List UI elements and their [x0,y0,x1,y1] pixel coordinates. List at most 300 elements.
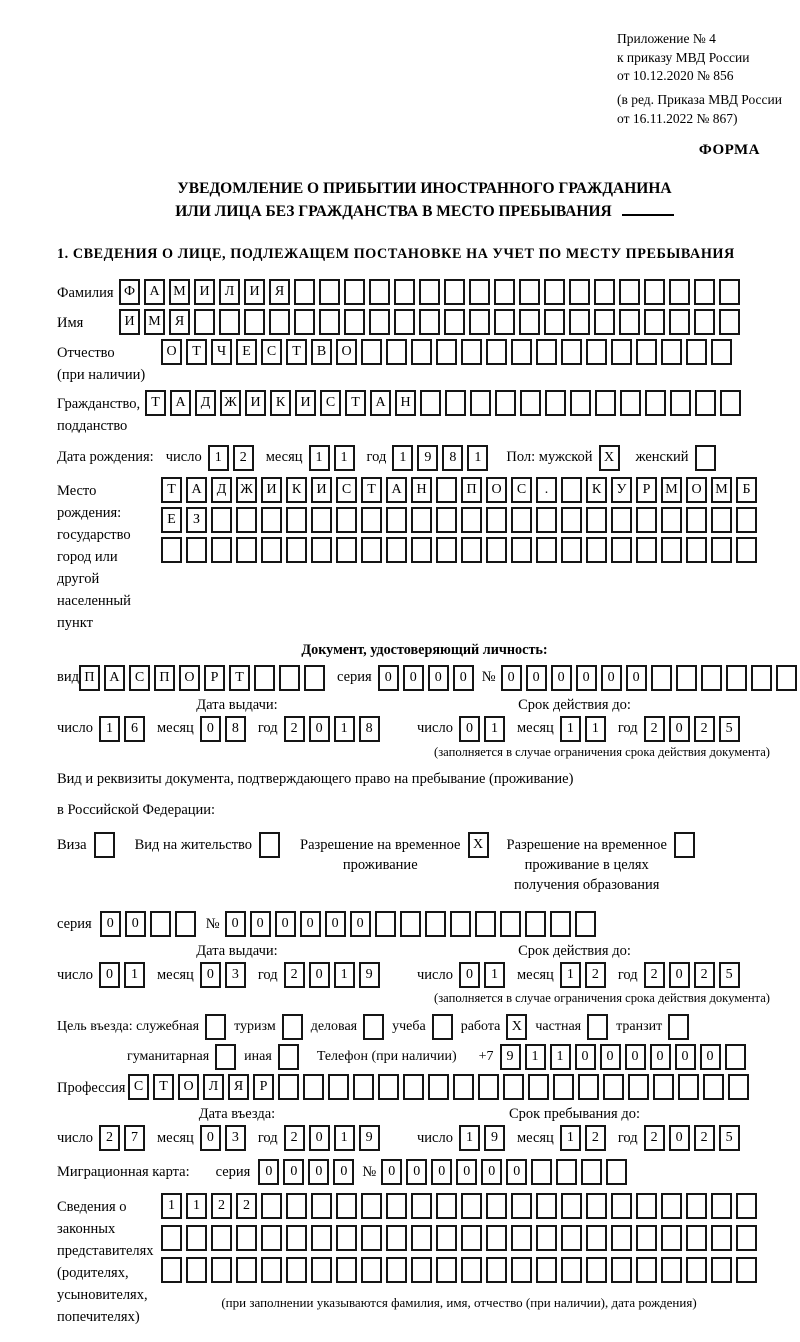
form-cell[interactable] [711,507,732,533]
form-cell[interactable] [261,537,282,563]
form-cell[interactable]: 3 [225,962,246,988]
form-cell[interactable] [311,507,332,533]
form-cell[interactable]: Е [161,507,182,533]
form-cell[interactable] [269,309,290,335]
form-cell[interactable]: С [261,339,282,365]
residence-issue-year-field[interactable] [284,962,380,988]
form-cell[interactable]: Л [203,1074,224,1100]
form-cell[interactable] [550,911,571,937]
form-cell[interactable]: 0 [308,1159,329,1185]
form-cell[interactable]: X [599,445,620,471]
form-cell[interactable] [486,1225,507,1251]
form-cell[interactable]: 1 [525,1044,546,1070]
form-cell[interactable] [486,339,507,365]
stay-day-field[interactable] [459,1125,505,1151]
form-cell[interactable] [536,537,557,563]
form-cell[interactable]: 0 [428,665,449,691]
form-cell[interactable] [644,279,665,305]
form-cell[interactable] [469,279,490,305]
form-cell[interactable] [661,1193,682,1219]
representatives-field-1[interactable] [161,1193,757,1219]
form-cell[interactable]: 0 [669,716,690,742]
form-cell[interactable]: Н [411,477,432,503]
form-cell[interactable] [386,507,407,533]
form-cell[interactable]: А [104,665,125,691]
form-cell[interactable] [611,1225,632,1251]
form-cell[interactable] [528,1074,549,1100]
form-cell[interactable] [711,537,732,563]
form-cell[interactable] [586,537,607,563]
form-cell[interactable] [651,665,672,691]
form-cell[interactable] [311,537,332,563]
form-cell[interactable]: 6 [124,716,145,742]
form-cell[interactable] [328,1074,349,1100]
form-cell[interactable] [254,665,275,691]
form-cell[interactable] [511,339,532,365]
representatives-field-3[interactable] [161,1257,757,1283]
form-cell[interactable]: 3 [225,1125,246,1151]
birth-year-field[interactable] [392,445,488,471]
form-cell[interactable] [636,1225,657,1251]
form-cell[interactable] [411,339,432,365]
form-cell[interactable] [500,911,521,937]
form-cell[interactable] [636,1193,657,1219]
entry-month-field[interactable] [200,1125,246,1151]
form-cell[interactable] [678,1074,699,1100]
form-cell[interactable]: М [661,477,682,503]
phone-field[interactable] [500,1044,746,1070]
form-cell[interactable] [511,1225,532,1251]
form-cell[interactable] [211,537,232,563]
form-cell[interactable] [486,1257,507,1283]
form-cell[interactable] [461,339,482,365]
form-cell[interactable] [336,1225,357,1251]
given-name-field[interactable] [119,309,740,335]
form-cell[interactable] [661,339,682,365]
residence-series-field[interactable] [100,911,196,937]
form-cell[interactable] [720,390,741,416]
form-cell[interactable] [536,1257,557,1283]
form-cell[interactable]: 0 [403,665,424,691]
residence-valid-year-field[interactable] [644,962,740,988]
form-cell[interactable]: А [170,390,191,416]
form-cell[interactable] [428,1074,449,1100]
form-cell[interactable] [261,1193,282,1219]
form-cell[interactable] [578,1074,599,1100]
form-cell[interactable]: Т [229,665,250,691]
form-cell[interactable]: 0 [600,1044,621,1070]
form-cell[interactable] [636,507,657,533]
form-cell[interactable]: П [79,665,100,691]
form-cell[interactable] [776,665,797,691]
birth-place-field-1[interactable] [161,477,757,503]
form-cell[interactable] [194,309,215,335]
form-cell[interactable] [461,537,482,563]
form-cell[interactable]: 2 [233,445,254,471]
form-cell[interactable] [286,1225,307,1251]
form-cell[interactable] [394,279,415,305]
doc-valid-year-field[interactable] [644,716,740,742]
form-cell[interactable]: З [186,507,207,533]
form-cell[interactable]: О [336,339,357,365]
form-cell[interactable] [620,390,641,416]
form-cell[interactable] [279,665,300,691]
form-cell[interactable] [726,665,747,691]
form-cell[interactable]: К [286,477,307,503]
form-cell[interactable] [161,1257,182,1283]
form-cell[interactable]: 2 [694,1125,715,1151]
form-cell[interactable]: 2 [284,1125,305,1151]
form-cell[interactable]: 8 [442,445,463,471]
form-cell[interactable] [736,1225,757,1251]
form-cell[interactable]: 1 [124,962,145,988]
form-cell[interactable]: 0 [125,911,146,937]
form-cell[interactable] [400,911,421,937]
form-cell[interactable]: 8 [225,716,246,742]
form-cell[interactable]: О [686,477,707,503]
form-cell[interactable]: А [370,390,391,416]
residence-number-field[interactable] [225,911,596,937]
form-cell[interactable]: . [536,477,557,503]
form-cell[interactable] [575,911,596,937]
form-cell[interactable]: 2 [284,962,305,988]
stay-month-field[interactable] [560,1125,606,1151]
form-cell[interactable] [603,1074,624,1100]
form-cell[interactable] [686,537,707,563]
form-cell[interactable] [211,1257,232,1283]
form-cell[interactable]: 0 [100,911,121,937]
form-cell[interactable]: Т [361,477,382,503]
form-cell[interactable] [336,1193,357,1219]
form-cell[interactable] [161,1225,182,1251]
form-cell[interactable]: 0 [459,716,480,742]
form-cell[interactable]: И [194,279,215,305]
doc-issue-year-field[interactable] [284,716,380,742]
form-cell[interactable]: Т [161,477,182,503]
form-cell[interactable] [611,537,632,563]
form-cell[interactable]: Б [736,477,757,503]
form-cell[interactable] [703,1074,724,1100]
form-cell[interactable] [436,1257,457,1283]
form-cell[interactable]: 1 [560,1125,581,1151]
form-cell[interactable] [336,507,357,533]
form-cell[interactable] [676,665,697,691]
form-cell[interactable] [645,390,666,416]
form-cell[interactable]: 0 [506,1159,527,1185]
form-cell[interactable]: С [336,477,357,503]
form-cell[interactable] [469,309,490,335]
form-cell[interactable]: О [161,339,182,365]
form-cell[interactable]: 2 [644,962,665,988]
form-cell[interactable]: 0 [283,1159,304,1185]
form-cell[interactable] [661,537,682,563]
form-cell[interactable]: 2 [585,1125,606,1151]
form-cell[interactable] [311,1225,332,1251]
form-cell[interactable]: 9 [359,1125,380,1151]
form-cell[interactable] [611,507,632,533]
form-cell[interactable]: 0 [575,1044,596,1070]
form-cell[interactable]: Я [269,279,290,305]
form-cell[interactable] [644,309,665,335]
form-cell[interactable]: 0 [576,665,597,691]
form-cell[interactable]: 9 [500,1044,521,1070]
form-cell[interactable]: 0 [456,1159,477,1185]
form-cell[interactable]: 0 [406,1159,427,1185]
form-cell[interactable]: Т [153,1074,174,1100]
form-cell[interactable] [94,832,115,858]
form-cell[interactable] [486,537,507,563]
form-cell[interactable] [344,309,365,335]
form-cell[interactable]: О [179,665,200,691]
form-cell[interactable]: 2 [644,716,665,742]
form-cell[interactable] [586,339,607,365]
stay-year-field[interactable] [644,1125,740,1151]
form-cell[interactable]: С [128,1074,149,1100]
form-cell[interactable]: И [261,477,282,503]
form-cell[interactable] [294,279,315,305]
form-cell[interactable] [686,507,707,533]
form-cell[interactable] [611,1257,632,1283]
form-cell[interactable] [475,911,496,937]
form-cell[interactable]: У [611,477,632,503]
form-cell[interactable] [394,309,415,335]
form-cell[interactable] [511,507,532,533]
form-cell[interactable] [205,1014,226,1040]
form-cell[interactable] [586,507,607,533]
form-cell[interactable]: 1 [334,716,355,742]
form-cell[interactable] [536,339,557,365]
purpose-humanitarian-checkbox[interactable] [215,1044,236,1070]
temp-residence-checkbox[interactable] [468,832,489,858]
form-cell[interactable] [587,1014,608,1040]
form-cell[interactable] [386,1225,407,1251]
form-cell[interactable]: 5 [719,962,740,988]
form-cell[interactable]: 8 [359,716,380,742]
form-cell[interactable] [236,507,257,533]
form-cell[interactable]: О [486,477,507,503]
form-cell[interactable] [519,279,540,305]
form-cell[interactable]: 1 [161,1193,182,1219]
form-cell[interactable] [215,1044,236,1070]
form-cell[interactable] [519,309,540,335]
form-cell[interactable]: 2 [694,962,715,988]
purpose-business-checkbox[interactable] [363,1014,384,1040]
form-cell[interactable]: 5 [719,716,740,742]
form-cell[interactable] [461,1193,482,1219]
doc-issue-month-field[interactable] [200,716,246,742]
form-cell[interactable] [695,390,716,416]
form-cell[interactable]: 1 [560,716,581,742]
form-cell[interactable] [436,537,457,563]
form-cell[interactable] [668,1014,689,1040]
form-cell[interactable]: 9 [484,1125,505,1151]
form-cell[interactable] [419,279,440,305]
residence-issue-day-field[interactable] [99,962,145,988]
form-cell[interactable] [319,309,340,335]
form-cell[interactable]: В [311,339,332,365]
form-cell[interactable]: 1 [467,445,488,471]
form-cell[interactable]: 0 [526,665,547,691]
form-cell[interactable] [586,1225,607,1251]
form-cell[interactable] [369,309,390,335]
form-cell[interactable] [461,507,482,533]
form-cell[interactable]: М [144,309,165,335]
purpose-official-checkbox[interactable] [205,1014,226,1040]
form-cell[interactable]: Ж [220,390,241,416]
form-cell[interactable] [425,911,446,937]
form-cell[interactable] [436,477,457,503]
form-cell[interactable]: К [270,390,291,416]
form-cell[interactable]: 2 [694,716,715,742]
citizenship-field[interactable] [145,390,741,416]
form-cell[interactable]: 1 [99,716,120,742]
form-cell[interactable] [595,390,616,416]
form-cell[interactable] [286,1257,307,1283]
doc-number-field[interactable] [501,665,797,691]
form-cell[interactable] [711,1257,732,1283]
visa-checkbox[interactable] [94,832,115,858]
form-cell[interactable] [494,279,515,305]
form-cell[interactable] [695,445,716,471]
form-cell[interactable] [470,390,491,416]
form-cell[interactable] [436,507,457,533]
form-cell[interactable] [378,1074,399,1100]
form-cell[interactable]: С [320,390,341,416]
form-cell[interactable]: 1 [484,716,505,742]
form-cell[interactable] [686,339,707,365]
form-cell[interactable]: Д [195,390,216,416]
form-cell[interactable]: К [586,477,607,503]
form-cell[interactable] [361,339,382,365]
form-cell[interactable]: 0 [669,1125,690,1151]
form-cell[interactable] [495,390,516,416]
form-cell[interactable]: П [461,477,482,503]
form-cell[interactable] [561,1257,582,1283]
form-cell[interactable] [211,507,232,533]
form-cell[interactable]: 1 [484,962,505,988]
form-cell[interactable] [686,1193,707,1219]
form-cell[interactable]: 1 [208,445,229,471]
form-cell[interactable] [478,1074,499,1100]
form-cell[interactable]: Е [236,339,257,365]
form-cell[interactable] [444,309,465,335]
form-cell[interactable]: П [154,665,175,691]
form-cell[interactable]: Р [204,665,225,691]
form-cell[interactable]: Л [219,279,240,305]
form-cell[interactable] [261,507,282,533]
form-cell[interactable] [486,507,507,533]
form-cell[interactable] [661,1257,682,1283]
residence-valid-month-field[interactable] [560,962,606,988]
form-cell[interactable]: 9 [417,445,438,471]
form-cell[interactable] [261,1225,282,1251]
birth-place-field-2[interactable] [161,507,757,533]
birth-place-field-3[interactable] [161,537,757,563]
form-cell[interactable]: 2 [99,1125,120,1151]
form-cell[interactable] [544,309,565,335]
form-cell[interactable] [436,339,457,365]
form-cell[interactable] [353,1074,374,1100]
form-cell[interactable]: И [295,390,316,416]
form-cell[interactable] [525,911,546,937]
surname-field[interactable] [119,279,740,305]
form-cell[interactable] [461,1257,482,1283]
form-cell[interactable] [711,1225,732,1251]
form-cell[interactable]: Р [253,1074,274,1100]
form-cell[interactable]: X [506,1014,527,1040]
form-cell[interactable]: 1 [392,445,413,471]
form-cell[interactable]: 1 [585,716,606,742]
form-cell[interactable] [432,1014,453,1040]
residence-valid-day-field[interactable] [459,962,505,988]
form-cell[interactable] [628,1074,649,1100]
form-cell[interactable]: 1 [334,1125,355,1151]
form-cell[interactable]: X [468,832,489,858]
form-cell[interactable] [561,1193,582,1219]
form-cell[interactable] [751,665,772,691]
form-cell[interactable] [561,339,582,365]
doc-valid-day-field[interactable] [459,716,505,742]
form-cell[interactable] [336,1257,357,1283]
form-cell[interactable] [694,279,715,305]
form-cell[interactable]: А [386,477,407,503]
doc-series-field[interactable] [378,665,474,691]
form-cell[interactable] [728,1074,749,1100]
form-cell[interactable] [461,1225,482,1251]
form-cell[interactable] [511,1193,532,1219]
form-cell[interactable]: М [711,477,732,503]
form-cell[interactable] [386,537,407,563]
form-cell[interactable] [674,832,695,858]
form-cell[interactable] [361,537,382,563]
purpose-tourism-checkbox[interactable] [282,1014,303,1040]
form-cell[interactable]: 0 [250,911,271,937]
form-cell[interactable] [503,1074,524,1100]
form-cell[interactable] [444,279,465,305]
form-cell[interactable]: 0 [333,1159,354,1185]
form-cell[interactable] [719,309,740,335]
form-cell[interactable]: Т [286,339,307,365]
sex-male-checkbox[interactable] [599,445,620,471]
form-cell[interactable]: 0 [309,962,330,988]
form-cell[interactable] [736,507,757,533]
form-cell[interactable]: 0 [350,911,371,937]
purpose-transit-checkbox[interactable] [668,1014,689,1040]
form-cell[interactable] [636,537,657,563]
edu-residence-checkbox[interactable] [674,832,695,858]
form-cell[interactable] [561,1225,582,1251]
birth-month-field[interactable] [309,445,355,471]
form-cell[interactable] [244,309,265,335]
form-cell[interactable] [686,1257,707,1283]
form-cell[interactable]: Я [228,1074,249,1100]
form-cell[interactable] [594,279,615,305]
form-cell[interactable] [561,537,582,563]
residence-issue-month-field[interactable] [200,962,246,988]
form-cell[interactable] [711,339,732,365]
form-cell[interactable]: 0 [225,911,246,937]
form-cell[interactable]: 2 [585,962,606,988]
form-cell[interactable] [661,1225,682,1251]
form-cell[interactable]: 0 [601,665,622,691]
form-cell[interactable] [561,477,582,503]
form-cell[interactable]: Н [395,390,416,416]
form-cell[interactable] [363,1014,384,1040]
form-cell[interactable] [361,1225,382,1251]
form-cell[interactable] [186,1225,207,1251]
entry-year-field[interactable] [284,1125,380,1151]
form-cell[interactable]: 0 [99,962,120,988]
